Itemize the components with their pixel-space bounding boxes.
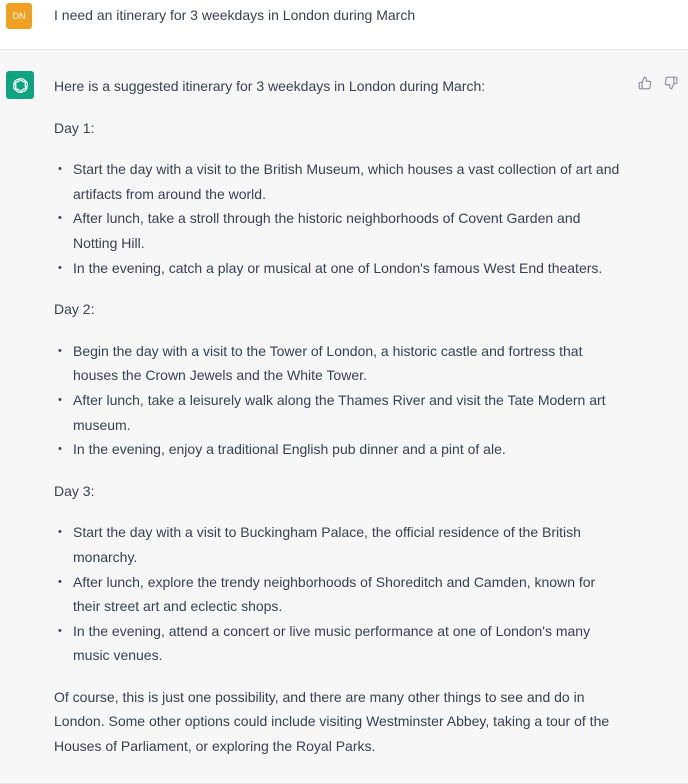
list-item [54,437,654,462]
list-item-line: museum. [73,416,131,433]
day-1-heading: Day 1: [54,119,95,136]
closing-line: Houses of Parliament, or exploring the Royal Parks. [54,738,376,755]
day-1-list [54,157,654,280]
user-avatar: DN [6,3,32,29]
assistant-message-row [0,50,688,784]
list-item-line: • In the evening, catch a play or musical at one of London's famous West End theaters. [73,259,603,276]
list-item [54,619,654,668]
day-2-list [54,339,654,462]
day-3-list [54,520,654,668]
list-item-line: music venues. [73,647,163,664]
user-message-text: I need an itinerary for 3 weekdays in London during March [54,7,416,23]
closing-line: Of course, this is just one possibility, and there are many other things to see and do in [54,688,585,705]
response-intro: Here is a suggested itinerary for 3 weekdays in London during March: [54,78,486,94]
list-item-line: • In the evening, attend a concert or live music performance at one of London's many [73,622,591,639]
user-message-row [0,0,688,50]
list-item [54,520,654,569]
day-2-heading: Day 2: [54,301,95,318]
list-item [54,256,654,281]
list-item-line: monarchy. [73,548,138,565]
list-item-line: • Begin the day with a visit to the Tower of London, a historic castle and fortress that [73,342,583,359]
list-item-line: • After lunch, explore the trendy neighborhoods of Shoreditch and Camden, known for [73,573,596,590]
list-item-line: Notting Hill. [73,234,145,251]
list-item-line: • Start the day with a visit to Buckingham Palace, the official residence of the British [73,524,581,541]
thumbs-down-icon[interactable] [664,76,678,90]
list-item-line: • Start the day with a visit to the British Museum, which houses a vast collection of art and [73,161,620,178]
day-3-heading: Day 3: [54,482,95,499]
list-item [54,570,654,619]
list-item-line: houses the Crown Jewels and the White Tower. [73,367,367,384]
list-item-line: • After lunch, take a stroll through the historic neighborhoods of Covent Garden and [73,210,581,227]
openai-logo-icon [6,71,34,99]
list-item-line: their street art and eclectic shops. [73,598,283,615]
list-item [54,388,654,437]
list-item [54,157,654,206]
list-item-line: • After lunch, take a leisurely walk along the Thames River and visit the Tate Modern art [73,391,606,408]
assistant-response [54,74,654,759]
list-item-line: artifacts from around the world. [73,185,266,202]
response-closing [54,685,654,759]
list-item [54,339,654,388]
closing-line: London. Some other options could include visiting Westminster Abbey, taking a tour of the [54,713,610,730]
list-item [54,206,654,255]
list-item-line: • In the evening, enjoy a traditional English pub dinner and a pint of ale. [73,441,506,458]
